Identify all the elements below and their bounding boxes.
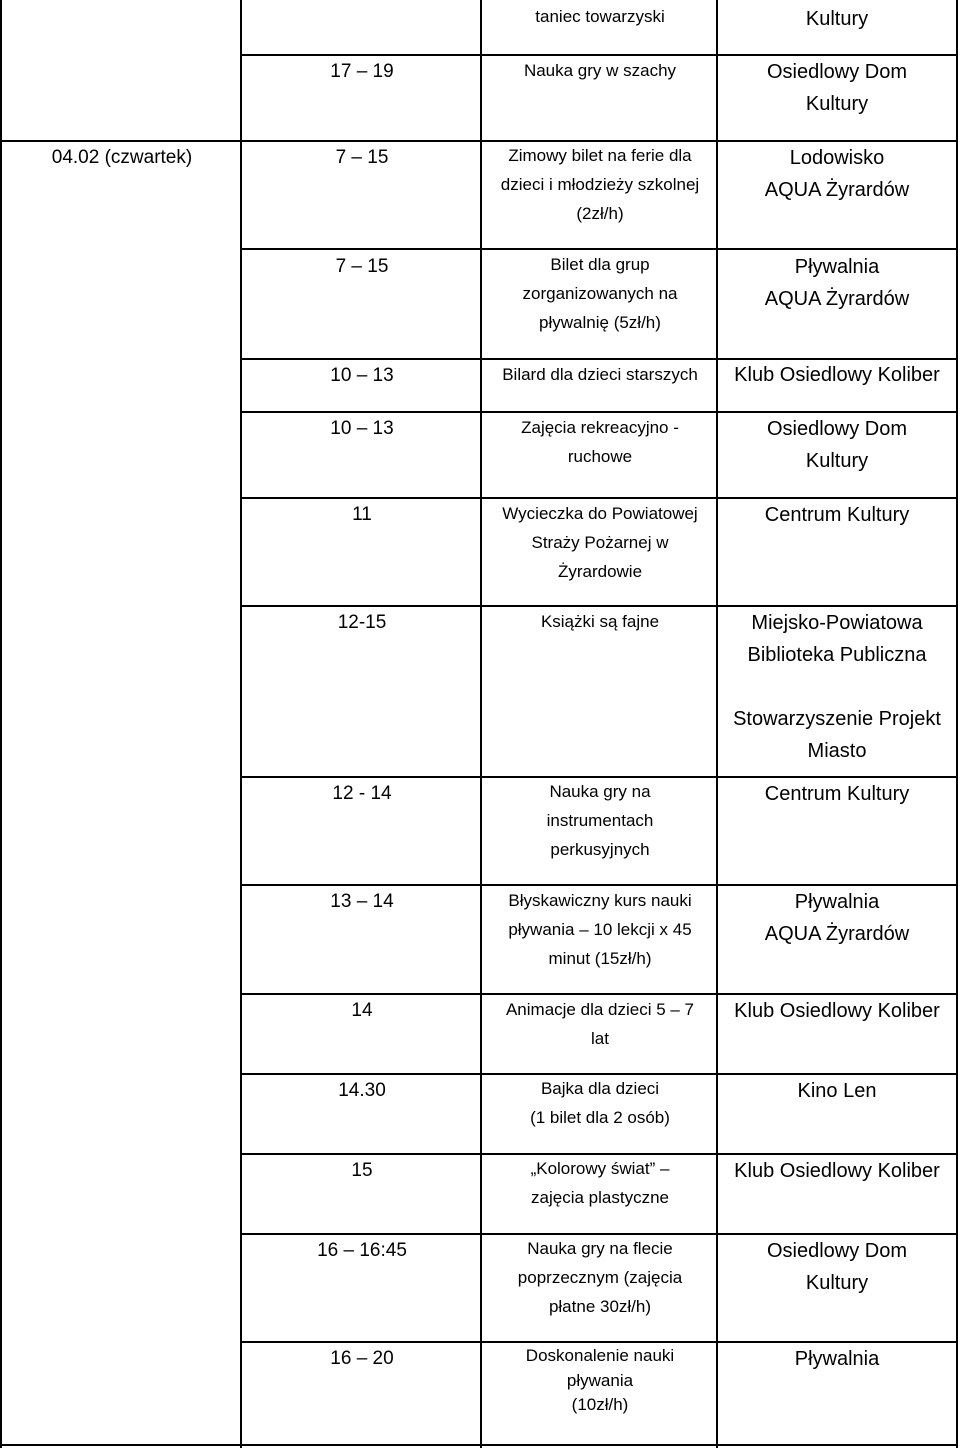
column-divider xyxy=(240,0,242,1448)
place-cell: Klub Osiedlowy Koliber xyxy=(734,364,940,386)
place-cell: Centrum Kultury xyxy=(764,504,910,526)
place-cell: Kino Len xyxy=(797,1080,877,1102)
place-cell: Pływalnia xyxy=(794,1348,880,1370)
time-cell: 16 – 20 xyxy=(330,1348,394,1369)
row-divider xyxy=(240,248,958,250)
place-cell: Klub Osiedlowy Koliber xyxy=(734,1160,940,1182)
event-cell: Nauka gry na flecie poprzecznym (zajęcia płatne 30zł/h) xyxy=(517,1239,683,1316)
event-cell: Nauka gry na instrumentach perkusyjnych xyxy=(546,782,654,859)
event-cell: taniec towarzyski xyxy=(535,7,665,26)
time-cell: 12-15 xyxy=(337,612,387,633)
place-cell: Centrum Kultury xyxy=(764,783,910,805)
day-cell: 04.02 (czwartek) xyxy=(51,147,193,168)
time-cell: 10 – 13 xyxy=(330,418,394,439)
place-cell: Pływalnia AQUA Żyrardów xyxy=(764,256,910,310)
event-cell: Zimowy bilet na ferie dla dzieci i młodzieży szkolnej (2zł/h) xyxy=(500,146,700,223)
time-cell: 16 – 16:45 xyxy=(317,1240,407,1261)
place-cell: Pływalnia AQUA Żyrardów xyxy=(764,891,910,945)
time-cell: 15 xyxy=(351,1160,373,1181)
place-cell: Lodowisko AQUA Żyrardów xyxy=(764,147,910,201)
time-cell: 14.30 xyxy=(338,1080,386,1101)
table-border-left xyxy=(0,0,2,1448)
column-divider xyxy=(716,0,718,1448)
place-cell: Miejsko-Powiatowa Biblioteka Publiczna Stowarzyszenie Projekt Miasto xyxy=(733,612,941,762)
event-cell: Zajęcia rekreacyjno - ruchowe xyxy=(521,418,679,466)
place-cell: Osiedlowy Dom Kultury xyxy=(766,61,908,115)
event-cell: Nauka gry w szachy xyxy=(523,61,677,80)
table-border-bottom xyxy=(0,1444,958,1446)
place-cell: Klub Osiedlowy Koliber xyxy=(734,1000,940,1022)
time-cell: 10 – 13 xyxy=(330,365,394,386)
time-cell: 12 - 14 xyxy=(332,783,392,804)
event-cell: „Kolorowy świat” – zajęcia plastyczne xyxy=(530,1159,670,1207)
event-cell: Bilard dla dzieci starszych xyxy=(502,365,698,384)
time-cell: 13 – 14 xyxy=(330,891,394,912)
event-cell: Wycieczka do Powiatowej Straży Pożarnej w Żyrardowie xyxy=(502,504,698,581)
time-cell: 14 xyxy=(351,1000,373,1021)
column-divider xyxy=(480,0,482,1448)
time-cell: 7 – 15 xyxy=(335,256,389,277)
time-cell: 17 – 19 xyxy=(330,61,394,82)
event-cell: Książki są fajne xyxy=(540,612,660,631)
event-cell: Błyskawiczny kurs nauki pływania – 10 lekcji x 45 minut (15zł/h) xyxy=(508,891,692,968)
event-cell: Bilet dla grup zorganizowanych na pływalnię (5zł/h) xyxy=(522,255,678,332)
event-cell: Bajka dla dzieci (1 bilet dla 2 osób) xyxy=(530,1079,670,1127)
event-cell: Animacje dla dzieci 5 – 7 lat xyxy=(505,1000,695,1048)
table-border-right xyxy=(956,0,958,1448)
event-cell: Doskonalenie nauki pływania (10zł/h) xyxy=(525,1346,675,1415)
place-cell: Osiedlowy Dom Kultury xyxy=(766,1240,908,1294)
place-cell: Kultury xyxy=(805,8,869,30)
time-cell: 11 xyxy=(352,504,372,525)
time-cell: 7 – 15 xyxy=(335,147,389,168)
place-cell: Osiedlowy Dom Kultury xyxy=(766,418,908,472)
